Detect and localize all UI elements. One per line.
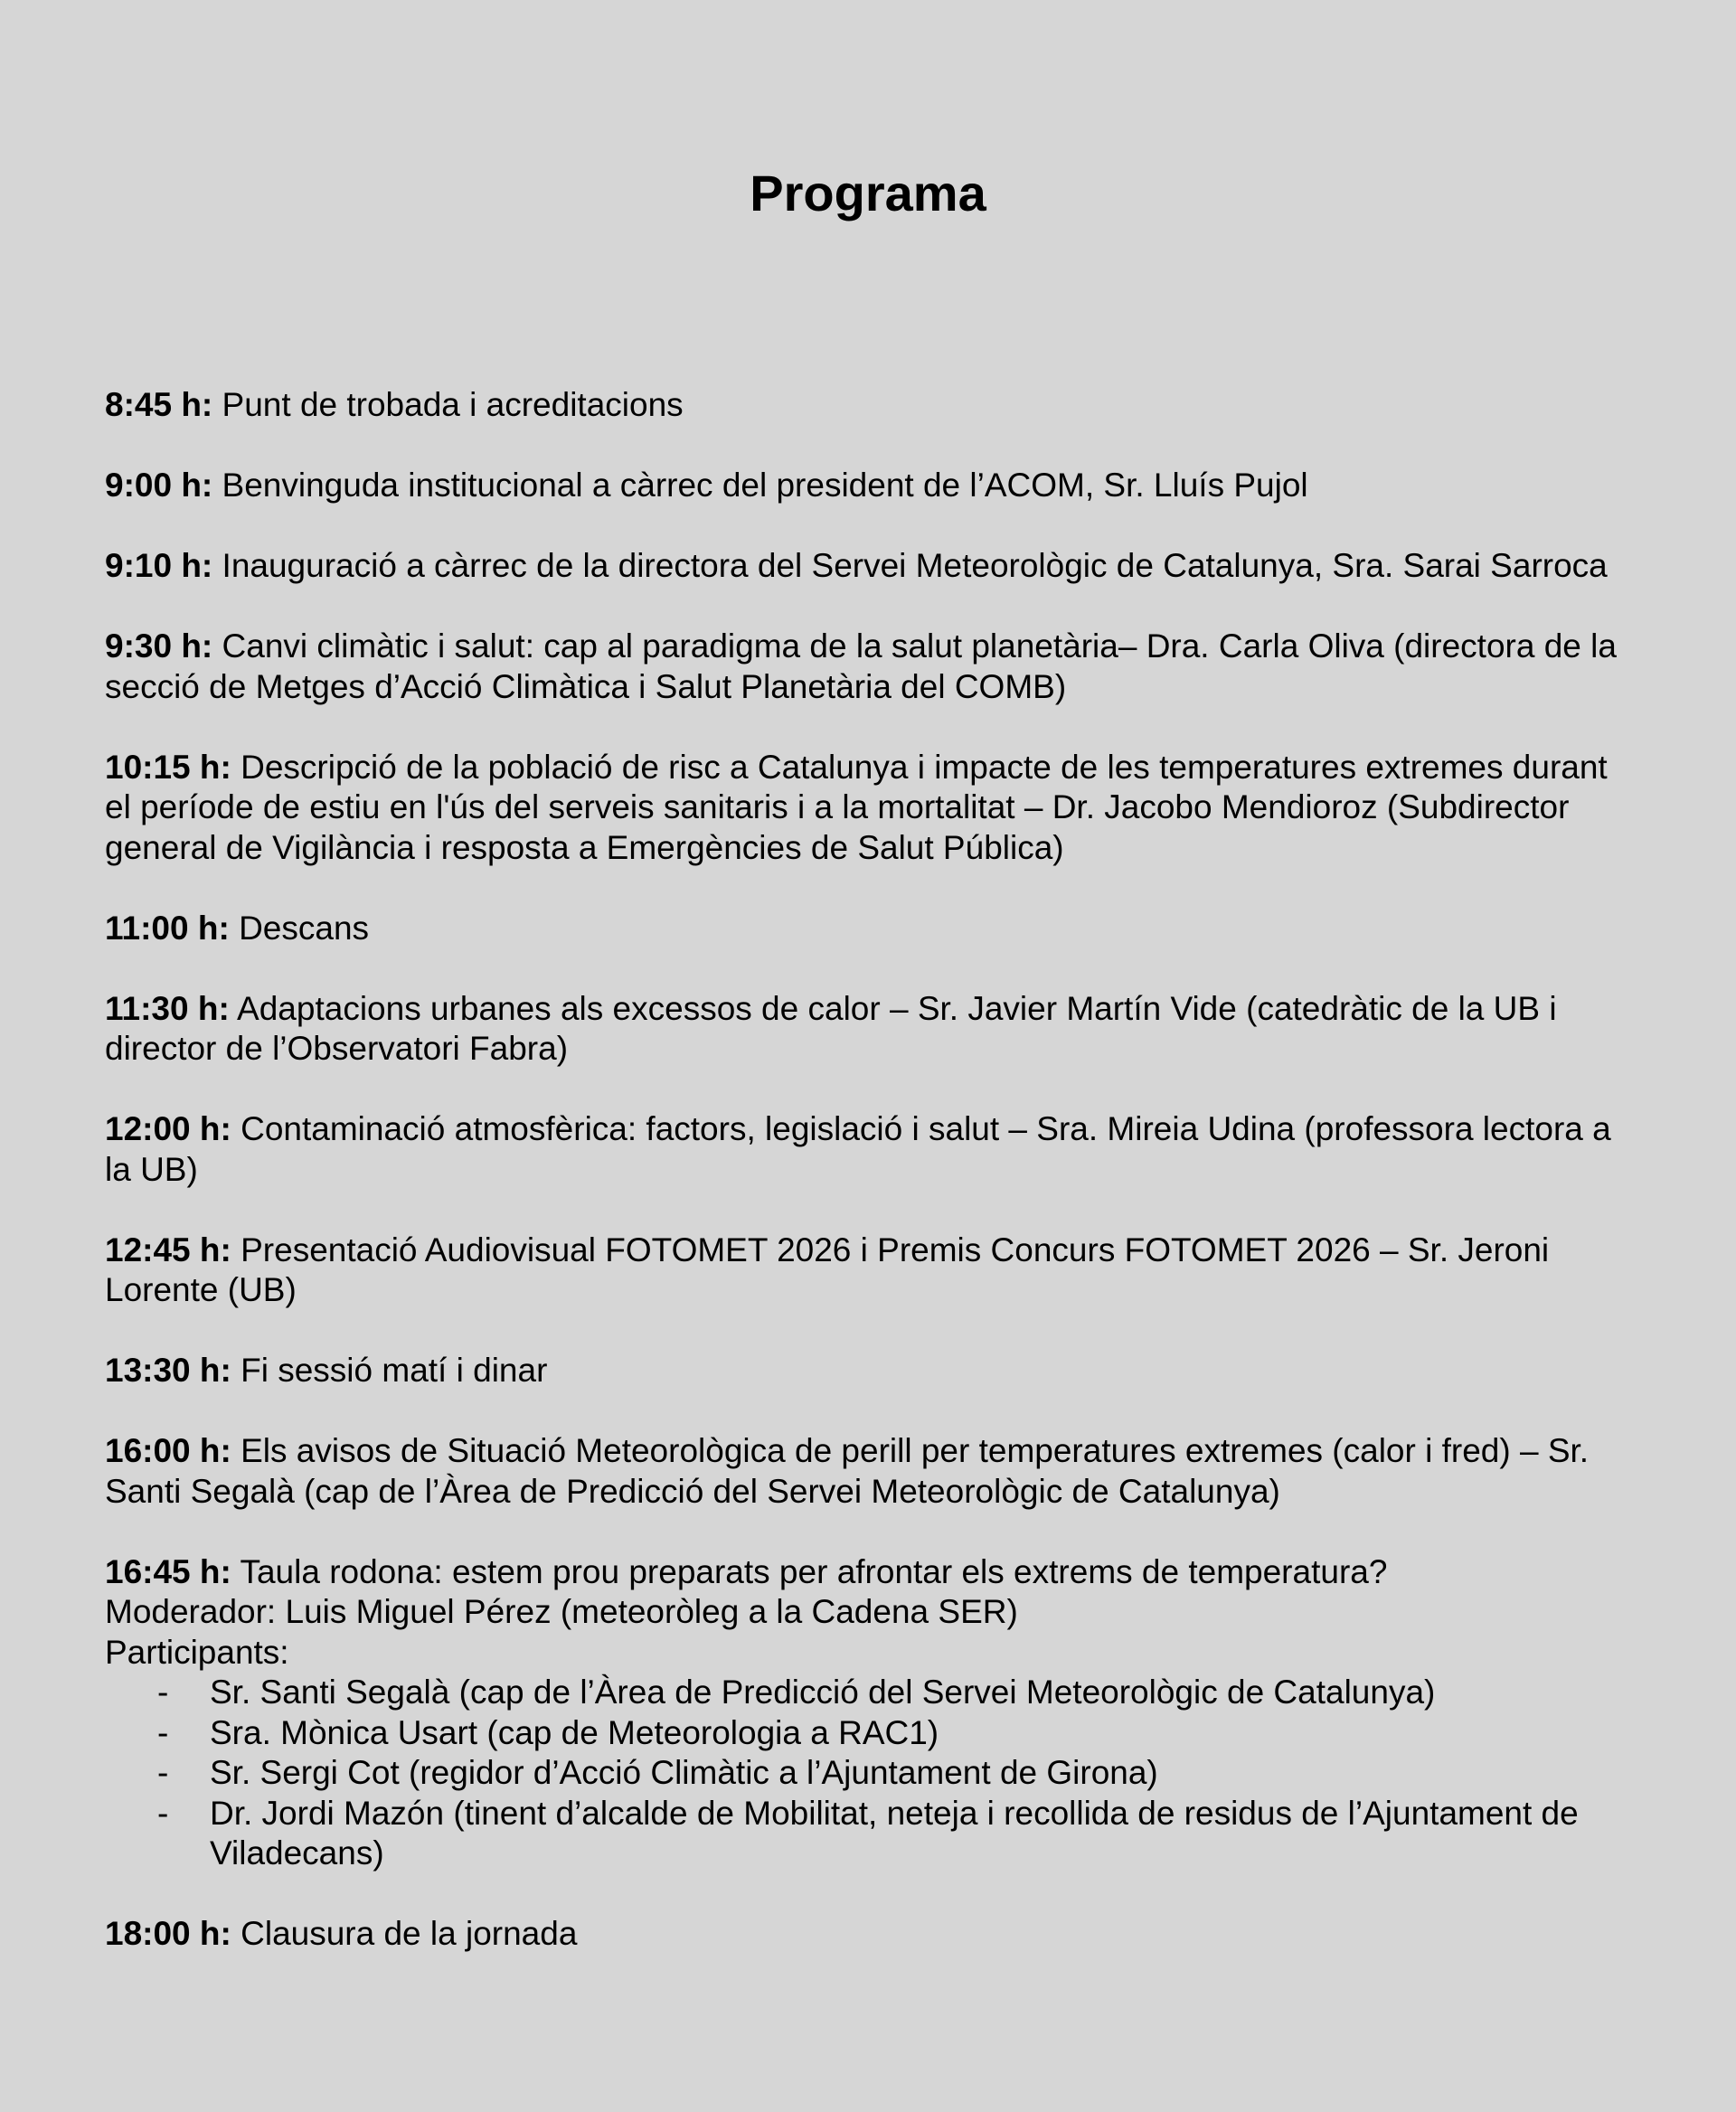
page-title: Programa [750,165,986,222]
participant-item [105,1753,1642,1794]
participants-label: Participants: [105,1633,289,1671]
program-entry [105,627,1642,707]
round-table-entry [105,1552,1642,1874]
participant-text: Dr. Jordi Mazón (tinent d’alcalde de Mobilitat, neteja i recollida de residus de l’Ajuntament de Viladecans) [210,1794,1579,1872]
participant-item [105,1794,1642,1874]
entry-text: Descripció de la població de risc a Catalunya i impacte de les temperatures extremes durant el període de estiu en l'ús del serveis sanitaris i a la mortalitat – Dr. Jacobo Mendioroz (Subdirector general de Vigilància i resposta a Emergències de Salut Pública) [105,748,1608,866]
entry-text: Els avisos de Situació Meteorològica de perill per temperatures extremes (calor i fred) – Sr. Santi Segalà (cap de l’Àrea de Predicció del Servei Meteorològic de Catalunya) [105,1432,1590,1510]
entry-text: Descans [239,909,370,947]
bullet-dash: - [157,1674,169,1711]
program-entry [105,1230,1642,1311]
closing-entry [105,1914,1642,1955]
participant-text: Sra. Mònica Usart (cap de Meteorologia a RAC1) [210,1713,939,1751]
bullet-dash: - [157,1754,169,1791]
entry-time: 16:00 h: [105,1432,231,1469]
entry-text: Punt de trobada i acreditacions [222,386,684,423]
participant-text: Sr. Santi Segalà (cap de l’Àrea de Predicció del Servei Meteorològic de Catalunya) [210,1674,1436,1711]
entry-time: 13:30 h: [105,1352,231,1389]
program-entry [105,989,1642,1070]
entry-time: 8:45 h: [105,386,213,423]
entry-text: Inauguració a càrrec de la directora del Servei Meteorològic de Catalunya, Sra. Sarai Sarroca [222,547,1608,584]
entry-time: 9:10 h: [105,547,213,584]
entry-text: Benvinguda institucional a càrrec del president de l’ACOM, Sr. Lluís Pujol [222,467,1308,504]
moderator-line: Moderador: Luis Miguel Pérez (meteoròleg a la Cadena SER) [105,1593,1018,1630]
entry-time: 9:00 h: [105,467,213,504]
bullet-dash: - [157,1713,169,1751]
bullet-dash: - [157,1794,169,1832]
entry-text: Contaminació atmosfèrica: factors, legislació i salut – Sra. Mireia Udina (professora lectora a la UB) [105,1110,1611,1188]
program-entry [105,385,1642,426]
program-entry [105,1351,1642,1391]
entry-text: Taula rodona: estem prou preparats per afrontar els extrems de temperatura? [240,1552,1388,1590]
entry-time: 11:30 h: [105,989,230,1027]
entry-time: 12:00 h: [105,1110,231,1147]
entry-text: Adaptacions urbanes als excessos de calor – Sr. Javier Martín Vide (catedràtic de la UB i director de l’Observatori Fabra) [105,989,1557,1067]
entry-time: 11:00 h: [105,909,230,947]
entry-time: 10:15 h: [105,748,231,786]
participants-list [105,1673,1642,1874]
entry-time: 12:45 h: [105,1230,231,1268]
program-entry [105,546,1642,587]
entry-time: 16:45 h: [105,1552,231,1590]
program-list [105,385,1642,1955]
entry-text: Clausura de la jornada [241,1915,578,1952]
program-entry [105,1431,1642,1512]
participant-item [105,1673,1642,1713]
entry-text: Canvi climàtic i salut: cap al paradigma de la salut planetària– Dra. Carla Oliva (directora de la secció de Metges d’Acció Climàtica i Salut Planetària del COMB) [105,627,1617,705]
program-entry [105,748,1642,869]
entry-text: Fi sessió matí i dinar [241,1352,548,1389]
entry-text: Presentació Audiovisual FOTOMET 2026 i Premis Concurs FOTOMET 2026 – Sr. Jeroni Lorente (UB) [105,1230,1550,1308]
program-entry [105,466,1642,506]
entry-time: 9:30 h: [105,627,213,665]
program-entry [105,909,1642,949]
participant-text: Sr. Sergi Cot (regidor d’Acció Climàtic a l’Ajuntament de Girona) [210,1754,1158,1791]
program-entry [105,1109,1642,1190]
entry-time: 18:00 h: [105,1915,231,1952]
participant-item [105,1713,1642,1754]
